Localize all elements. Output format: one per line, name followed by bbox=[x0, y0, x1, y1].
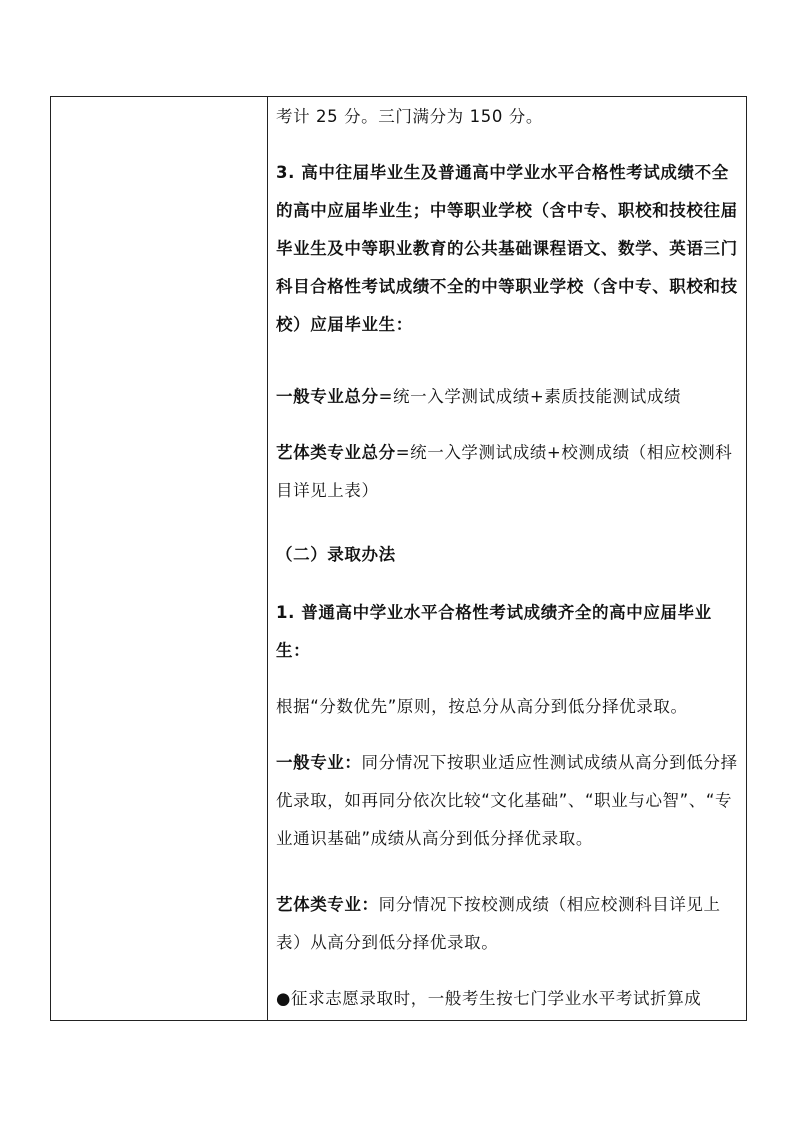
column-divider bbox=[267, 96, 268, 1021]
paragraph-score-priority: 根据“分数优先”原则，按总分从高分到低分择优录取。 bbox=[276, 697, 688, 716]
paragraph-solicit-admission: ●征求志愿录取时，一般考生按七门学业水平考试折算成 bbox=[276, 989, 702, 1008]
general-total-formula: =统一入学测试成绩+素质技能测试成绩 bbox=[378, 387, 682, 406]
paragraph-group-1-heading: 1. 普通高中学业水平合格性考试成绩齐全的高中应届毕业生： bbox=[276, 603, 712, 660]
section-heading-admission: （二）录取办法 bbox=[276, 545, 396, 564]
paragraph-group-3-heading: 3. 高中往届毕业生及普通高中学业水平合格性考试成绩不全的高中应届毕业生；中等职业学校（含中专、职校和技校往届毕业生及中等职业教育的公共基础课程语文、数学、英语三门科目合格性考试成绩不全的中等职业学校（含中专、职校和技校）应届毕业生： bbox=[276, 163, 738, 334]
paragraph-general-major bbox=[276, 744, 742, 858]
paragraph-arts-major bbox=[276, 886, 742, 962]
arts-total-label: 艺体类专业总分 bbox=[276, 443, 396, 462]
paragraph-score-total: 考计 25 分。三门满分为 150 分。 bbox=[276, 107, 543, 126]
paragraph-arts-total bbox=[276, 434, 742, 510]
general-major-text: 同分情况下按职业适应性测试成绩从高分到低分择优录取，如再同分依次比较“文化基础”、“职业与心智”、“专业通识基础”成绩从高分到低分择优录取。 bbox=[276, 753, 738, 848]
paragraph-general-total bbox=[276, 378, 742, 416]
right-cell-content bbox=[276, 96, 742, 1021]
general-major-label: 一般专业： bbox=[276, 753, 362, 772]
arts-total-formula: =统一入学测试成绩+校测成绩（相应校测科目详见上表） bbox=[276, 443, 733, 500]
arts-major-label: 艺体类专业： bbox=[276, 895, 379, 914]
general-total-label: 一般专业总分 bbox=[276, 387, 379, 406]
arts-major-text: 同分情况下按校测成绩（相应校测科目详见上表）从高分到低分择优录取。 bbox=[276, 895, 721, 952]
